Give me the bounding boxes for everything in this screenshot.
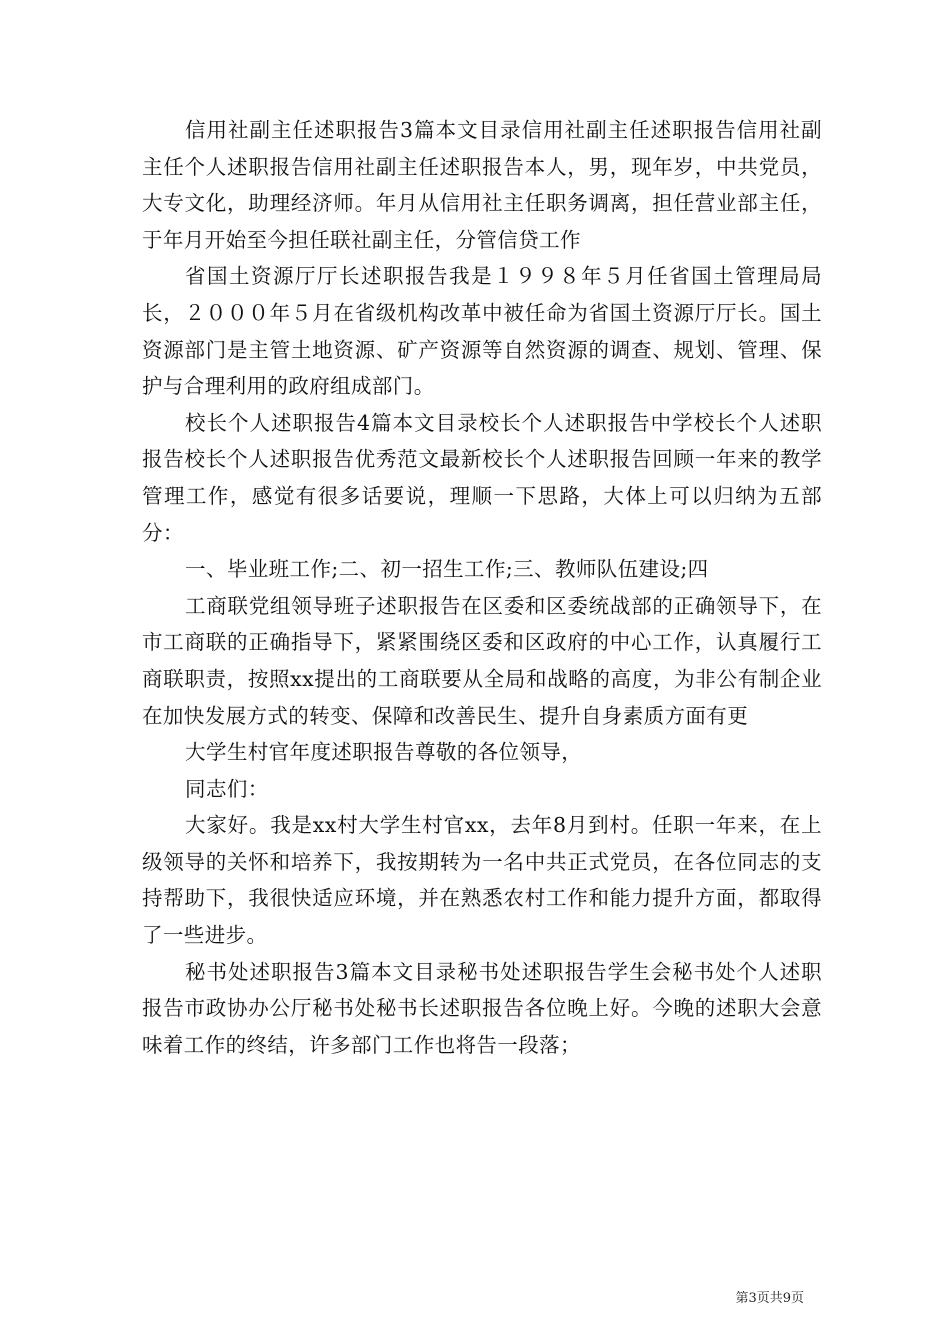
paragraph-commerce-federation-report: 工商联党组领导班子述职报告在区委和区委统战部的正确领导下，在市工商联的正确指导下，紧紧围绕区委和区政府的中心工作，认真履行工商联职责，按照xx提出的工商联要从全局和战略的高度，为非公有制企业在加快发展方式的转变、保障和改善民生、提升自身素质方面有更 <box>142 593 822 728</box>
paragraph-land-resources-report: 省国土资源厅厅长述职报告我是１９９８年５月任省国土管理局局长，２０００年５月在省级机构改革中被任命为省国土资源厅厅长。国土资源部门是主管土地资源、矿产资源等自然资源的调查、规划、管理、保护与合理利用的政府组成部门。 <box>142 264 822 399</box>
page-number-footer: 第3页共9页 <box>735 1291 804 1306</box>
document-body <box>142 112 822 1063</box>
paragraph-village-official-body: 大家好。我是xx村大学生村官xx，去年8月到村。任职一年来，在上级领导的关怀和培养下，我按期转为一名中共正式党员，在各位同志的支持帮助下，我很快适应环境，并在熟悉农村工作和能力提升方面，都取得了一些进步。 <box>142 813 822 948</box>
paragraph-credit-union-report: 信用社副主任述职报告3篇本文目录信用社副主任述职报告信用社副主任个人述职报告信用社副主任述职报告本人，男，现年岁，中共党员，大专文化，助理经济师。年月从信用社主任职务调离，担任营业部主任，于年月开始至今担任联社副主任，分管信贷工作 <box>142 118 822 252</box>
paragraph-principal-list: 一、毕业班工作;二、初一招生工作;三、教师队伍建设;四 <box>185 557 709 582</box>
paragraph-principal-report: 校长个人述职报告4篇本文目录校长个人述职报告中学校长个人述职报告校长个人述职报告优秀范文最新校长个人述职报告回顾一年来的教学管理工作，感觉有很多话要说，理顺一下思路，大体上可以归纳为五部分： <box>142 410 822 545</box>
paragraph-village-official-title: 大学生村官年度述职报告尊敬的各位领导， <box>185 740 583 765</box>
paragraph-secretariat-report: 秘书处述职报告3篇本文目录秘书处述职报告学生会秘书处个人述职报告市政协办公厅秘书处秘书长述职报告各位晚上好。今晚的述职大会意味着工作的终结，许多部门工作也将告一段落； <box>142 959 822 1057</box>
paragraph-salutation: 同志们： <box>185 776 269 801</box>
